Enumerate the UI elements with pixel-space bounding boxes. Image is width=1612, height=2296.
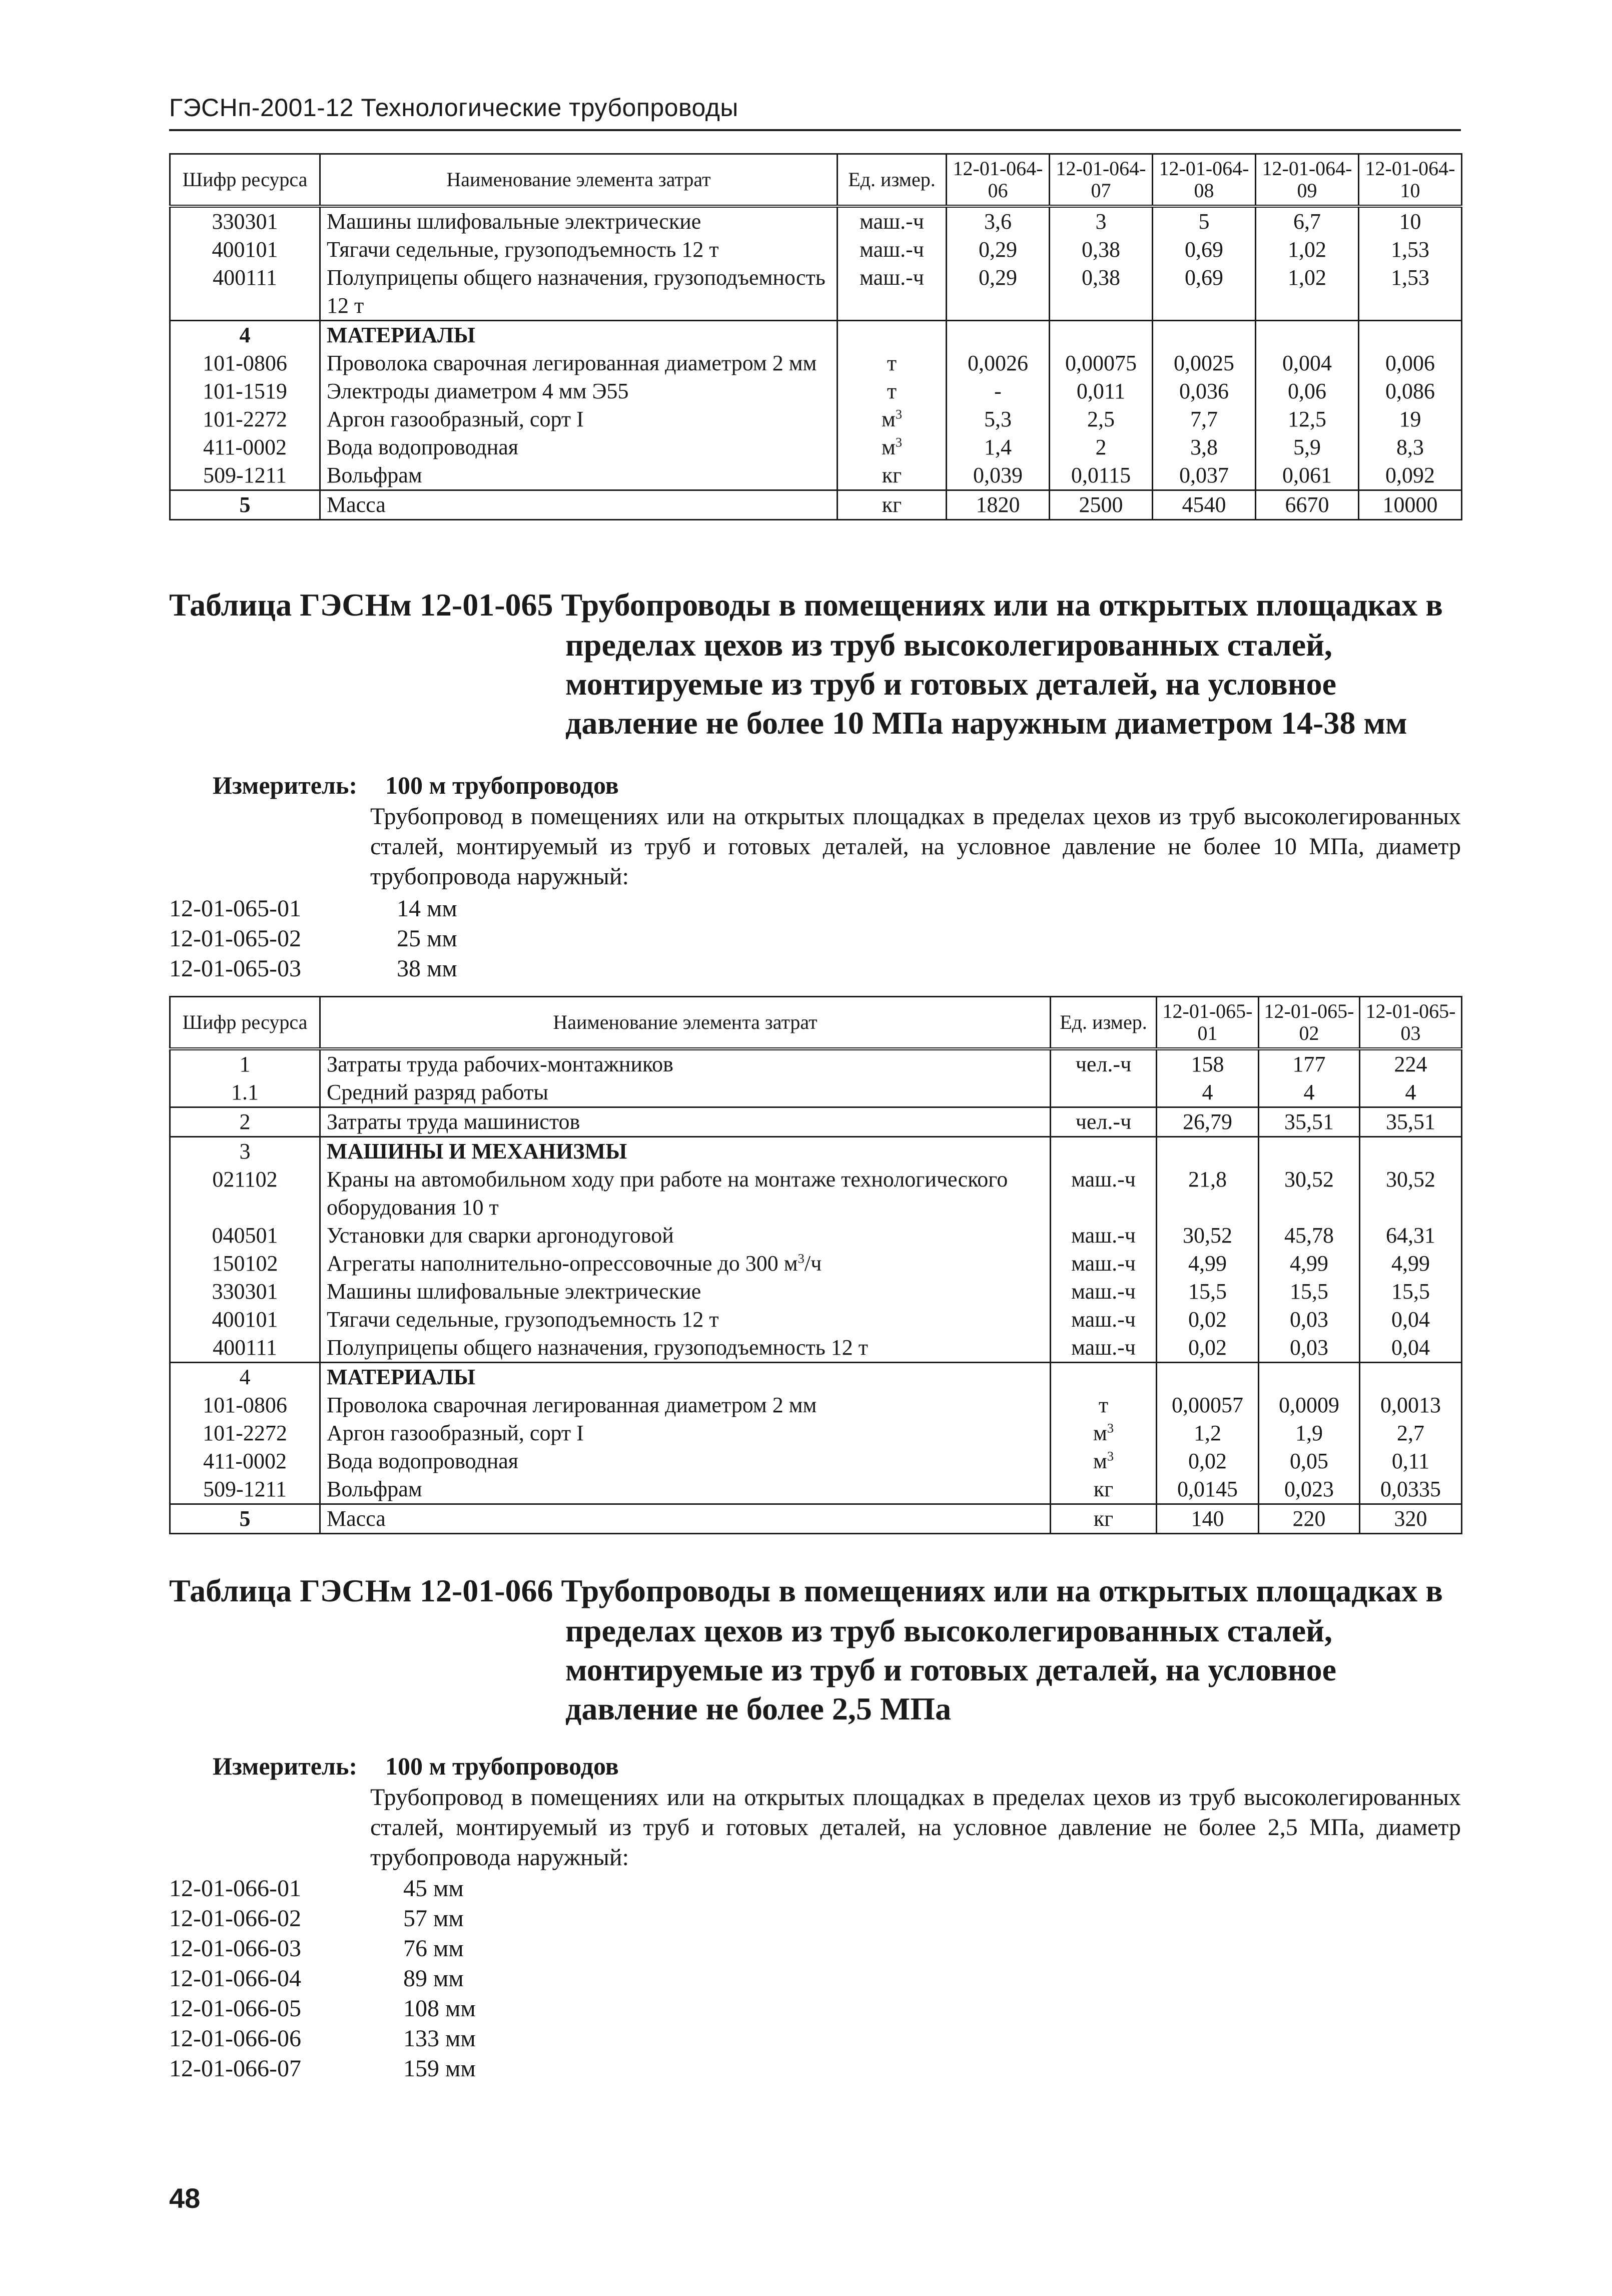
unit [1051, 1137, 1157, 1166]
table-row [170, 1391, 1462, 1419]
norm-value: 15,5 [1360, 1278, 1462, 1306]
norm-value: 0,086 [1359, 377, 1462, 405]
norm-value: 0,0115 [1050, 461, 1153, 490]
list-item [169, 894, 619, 924]
norm-value: 0,02 [1157, 1306, 1259, 1334]
diameter: 38 мм [397, 955, 457, 982]
resource-code: 400111 [170, 1334, 320, 1363]
cost-element-name: Масса [320, 490, 838, 520]
norm-value: 0,036 [1153, 377, 1256, 405]
unit [838, 321, 947, 350]
norm-value: 0,69 [1153, 264, 1256, 321]
cost-element-name: Краны на автомобильном ходу при работе на монтаже технологического оборудования 10 т [320, 1166, 1051, 1222]
norm-value: 0,29 [947, 236, 1050, 264]
diameter: 159 мм [403, 2055, 476, 2082]
section-number: 4 [170, 321, 320, 350]
norm-value: 0,0013 [1360, 1391, 1462, 1419]
resource-code: 400101 [170, 236, 320, 264]
unit: т [838, 377, 947, 405]
norm-value: 21,8 [1157, 1166, 1259, 1222]
list-item [169, 2024, 619, 2054]
table-row [170, 1278, 1462, 1306]
norm-value: 7,7 [1153, 405, 1256, 433]
norm-value: 26,79 [1157, 1107, 1259, 1137]
cost-element-name: Затраты труда машинистов [320, 1107, 1051, 1137]
norm-value: 0,11 [1360, 1447, 1462, 1475]
table-row [170, 1166, 1462, 1222]
cost-element-name: Проволока сварочная легированная диаметром 2 мм [320, 1391, 1051, 1419]
cost-element-name: Затраты труда рабочих-монтажников [320, 1049, 1051, 1078]
norm-value: 0,0009 [1259, 1391, 1360, 1419]
norm-value: 0,0025 [1153, 349, 1256, 377]
norm-value: 0,38 [1050, 264, 1153, 321]
norm-value: 0,00075 [1050, 349, 1153, 377]
header-rule [169, 129, 1461, 131]
resource-code: 101-2272 [170, 405, 320, 433]
norm-value: 0,69 [1153, 236, 1256, 264]
cost-element-name: Электроды диаметром 4 мм Э55 [320, 377, 838, 405]
norm-value: 0,039 [947, 461, 1050, 490]
mass-row [170, 490, 1462, 520]
header-norm-065-01: 12-01-065-01 [1157, 997, 1259, 1049]
table-row [170, 206, 1462, 236]
list-item [169, 954, 619, 984]
norm-value: 12,5 [1256, 405, 1359, 433]
norm-value: 0,02 [1157, 1334, 1259, 1363]
norm-value: - [947, 377, 1050, 405]
table-row [170, 1419, 1462, 1447]
measure-value: 100 м трубопроводов [385, 1752, 619, 1780]
norm-code: 12-01-065-01 [169, 895, 301, 922]
caption-continuation: пределах цехов из труб высоколегированных сталей, монтируемые из труб и готовых деталей, на условное давление не более 10 МПа наружным диаметром 14-38 мм [565, 627, 1407, 741]
norm-value: 220 [1259, 1504, 1360, 1534]
unit [1051, 1363, 1157, 1392]
norm-value: 30,52 [1259, 1166, 1360, 1222]
norm-value [1256, 321, 1359, 350]
unit: кг [1051, 1475, 1157, 1504]
norm-value: 0,0145 [1157, 1475, 1259, 1504]
header-cost-element: Наименование элемента затрат [320, 997, 1051, 1049]
section-number: 5 [170, 1504, 320, 1534]
caption-continuation: пределах цехов из труб высоколегированных сталей, монтируемые из труб и готовых деталей, на условное давление не более 2,5 МПа [565, 1613, 1337, 1727]
norm-value: 6,7 [1256, 206, 1359, 236]
norm-value [1259, 1363, 1360, 1392]
unit: кг [838, 490, 947, 520]
norm-value: 0,05 [1259, 1447, 1360, 1475]
unit: маш.-ч [1051, 1166, 1157, 1222]
norm-value: 15,5 [1259, 1278, 1360, 1306]
norm-value: 0,06 [1256, 377, 1359, 405]
table-row [170, 461, 1462, 490]
list-item [169, 1964, 619, 1994]
norm-value [1157, 1363, 1259, 1392]
norm-value: 0,0335 [1360, 1475, 1462, 1504]
measure-label: Измеритель: [213, 771, 358, 799]
unit-text: м [1093, 1449, 1107, 1473]
list-item [169, 2054, 619, 2084]
measure-value: 100 м трубопроводов [385, 771, 619, 799]
norm-value: 0,04 [1360, 1306, 1462, 1334]
cost-element-name: Полуприцепы общего назначения, грузоподъемность 12 т [320, 1334, 1051, 1363]
unit: $м^3$ [838, 405, 947, 433]
table-row [170, 1107, 1462, 1137]
cost-element-name: Вода водопроводная [320, 433, 838, 461]
unit: чел.-ч [1051, 1049, 1157, 1078]
norm-value: 64,31 [1360, 1222, 1462, 1250]
section-title: МАШИНЫ И МЕХАНИЗМЫ [320, 1137, 1051, 1166]
resource-code: 1 [170, 1049, 320, 1078]
cost-element-name: Вольфрам [320, 1475, 1051, 1504]
header-norm-065-03: 12-01-065-03 [1360, 997, 1462, 1049]
list-item [169, 924, 619, 954]
resource-code: 2 [170, 1107, 320, 1137]
section-row-materials [170, 1363, 1462, 1392]
norm-value: 5 [1153, 206, 1256, 236]
unit: кг [838, 461, 947, 490]
norm-value: 0,00057 [1157, 1391, 1259, 1419]
norm-value: 1,2 [1157, 1419, 1259, 1447]
norm-value: 1,9 [1259, 1419, 1360, 1447]
resource-code: 101-0806 [170, 349, 320, 377]
work-description: Трубопровод в помещениях или на открытых площадках в пределах цехов из труб высоколегированных сталей, монтируемый из труб и готовых деталей, на условное давление не более 10 МПа, диаметр трубопровода наружный: [370, 803, 1461, 890]
norm-value: 15,5 [1157, 1278, 1259, 1306]
table-row [170, 1475, 1462, 1504]
cost-element-name: Установки для сварки аргонодуговой [320, 1222, 1051, 1250]
cost-element-name: Вода водопроводная [320, 1447, 1051, 1475]
unit: $м^3$ [1051, 1447, 1157, 1475]
diameter: 133 мм [403, 2025, 476, 2052]
cost-element-suffix: /ч [804, 1251, 822, 1276]
cost-element-name: Средний разряд работы [320, 1078, 1051, 1107]
section-row-machines [170, 1137, 1462, 1166]
norm-value: 1,53 [1359, 264, 1462, 321]
cost-element-name: Полуприцепы общего назначения, грузоподъемность 12 т [320, 264, 838, 321]
norm-code: 12-01-066-04 [169, 1965, 301, 1992]
norm-value: 4 [1259, 1078, 1360, 1107]
resource-code: 040501 [170, 1222, 320, 1250]
norm-value: 3,8 [1153, 433, 1256, 461]
norm-value: 0,006 [1359, 349, 1462, 377]
norm-value: 224 [1360, 1049, 1462, 1078]
norm-value: 4 [1360, 1078, 1462, 1107]
norm-value: 140 [1157, 1504, 1259, 1534]
norm-code: 12-01-066-07 [169, 2055, 301, 2082]
diameter: 45 мм [403, 1875, 464, 1902]
resource-code: 411-0002 [170, 433, 320, 461]
section-title: МАТЕРИАЛЫ [320, 321, 838, 350]
norm-value: 4,99 [1360, 1250, 1462, 1278]
header-norm-064-06: 12-01-064-06 [947, 154, 1050, 207]
resource-code: 400101 [170, 1306, 320, 1334]
norm-value: 1820 [947, 490, 1050, 520]
variant-list-065 [169, 894, 619, 984]
caption-first-line: Таблица ГЭСНм 12-01-065 Трубопроводы в помещениях или на открытых площадках в [169, 587, 1443, 623]
resource-table-064 [169, 153, 1462, 520]
norm-value: 10 [1359, 206, 1462, 236]
section-number: 5 [170, 490, 320, 520]
table-row [170, 236, 1462, 264]
norm-value: 30,52 [1157, 1222, 1259, 1250]
resource-code: 509-1211 [170, 1475, 320, 1504]
norm-value: 0,004 [1256, 349, 1359, 377]
header-norm-064-09: 12-01-064-09 [1256, 154, 1359, 207]
resource-table-065 [169, 996, 1462, 1534]
unit-text: м [881, 407, 896, 431]
resource-code: 150102 [170, 1250, 320, 1278]
header-unit: Ед. измер. [1051, 997, 1157, 1049]
norm-value: 2,7 [1360, 1419, 1462, 1447]
diameter: 76 мм [403, 1935, 464, 1962]
unit [1051, 1078, 1157, 1107]
unit: т [838, 349, 947, 377]
header-norm-065-02: 12-01-065-02 [1259, 997, 1360, 1049]
norm-value: 6670 [1256, 490, 1359, 520]
header-norm-064-07: 12-01-064-07 [1050, 154, 1153, 207]
norm-value: 0,04 [1360, 1334, 1462, 1363]
norm-code: 12-01-065-02 [169, 925, 301, 952]
norm-value: 19 [1359, 405, 1462, 433]
norm-value: 320 [1360, 1504, 1462, 1534]
unit: маш.-ч [1051, 1250, 1157, 1278]
resource-code: 1.1 [170, 1078, 320, 1107]
table-row [170, 1447, 1462, 1475]
mass-row [170, 1504, 1462, 1534]
measure-label: Измеритель: [213, 1752, 358, 1780]
caption-first-line: Таблица ГЭСНм 12-01-066 Трубопроводы в помещениях или на открытых площадках в [169, 1573, 1443, 1608]
norm-value [1050, 321, 1153, 350]
norm-value: 177 [1259, 1049, 1360, 1078]
cost-element-name: Аргон газообразный, сорт I [320, 1419, 1051, 1447]
page-number: 48 [169, 2182, 201, 2214]
norm-value: 0,0026 [947, 349, 1050, 377]
norm-value: 0,38 [1050, 236, 1153, 264]
diameter: 57 мм [403, 1905, 464, 1932]
variant-list-066 [169, 1874, 619, 2084]
unit: маш.-ч [838, 206, 947, 236]
norm-value: 5,3 [947, 405, 1050, 433]
table-row [170, 1250, 1462, 1278]
norm-value: 0,29 [947, 264, 1050, 321]
table-header-row [170, 997, 1462, 1049]
running-head: ГЭСНп-2001-12 Технологические трубопроводы [169, 94, 738, 122]
cost-element-text: Агрегаты наполнительно-опрессовочные до 300 м [327, 1251, 798, 1276]
table-row [170, 433, 1462, 461]
cost-element-name: Масса [320, 1504, 1051, 1534]
header-cost-element: Наименование элемента затрат [320, 154, 838, 207]
resource-code: 101-0806 [170, 1391, 320, 1419]
norm-value: 0,011 [1050, 377, 1153, 405]
table-row [170, 1306, 1462, 1334]
norm-value [1360, 1137, 1462, 1166]
norm-value: 0,02 [1157, 1447, 1259, 1475]
unit: чел.-ч [1051, 1107, 1157, 1137]
unit-text: м [1093, 1421, 1107, 1445]
unit: маш.-ч [1051, 1306, 1157, 1334]
norm-value: 0,03 [1259, 1334, 1360, 1363]
norm-value: 5,9 [1256, 433, 1359, 461]
norm-value: 2 [1050, 433, 1153, 461]
norm-value: 1,02 [1256, 264, 1359, 321]
table-row [170, 1078, 1462, 1107]
norm-value: 8,3 [1359, 433, 1462, 461]
norm-code: 12-01-066-03 [169, 1935, 301, 1962]
norm-value: 10000 [1359, 490, 1462, 520]
unit: маш.-ч [1051, 1334, 1157, 1363]
cost-element-name: Проволока сварочная легированная диаметром 2 мм [320, 349, 838, 377]
norm-value [1259, 1137, 1360, 1166]
section-title: МАТЕРИАЛЫ [320, 1363, 1051, 1392]
section-row-materials [170, 321, 1462, 350]
norm-value: 4,99 [1259, 1250, 1360, 1278]
list-item [169, 1904, 619, 1934]
norm-code: 12-01-066-01 [169, 1875, 301, 1902]
diameter: 14 мм [397, 895, 457, 922]
norm-value: 4,99 [1157, 1250, 1259, 1278]
norm-value: 3 [1050, 206, 1153, 236]
resource-code: 021102 [170, 1166, 320, 1222]
table-row [170, 349, 1462, 377]
resource-code: 509-1211 [170, 461, 320, 490]
header-resource-code: Шифр ресурса [170, 154, 320, 207]
table-row [170, 1049, 1462, 1078]
norm-value: 4 [1157, 1078, 1259, 1107]
unit: кг [1051, 1504, 1157, 1534]
header-unit: Ед. измер. [838, 154, 947, 207]
list-item [169, 1934, 619, 1964]
unit: маш.-ч [838, 264, 947, 321]
norm-value: 0,023 [1259, 1475, 1360, 1504]
resource-code: 330301 [170, 206, 320, 236]
cost-element-name: Тягачи седельные, грузоподъемность 12 т [320, 1306, 1051, 1334]
unit-text: м [881, 435, 896, 459]
cost-element-name: Вольфрам [320, 461, 838, 490]
norm-value: 0,03 [1259, 1306, 1360, 1334]
norm-value: 158 [1157, 1049, 1259, 1078]
section-number: 4 [170, 1363, 320, 1392]
norm-value: 35,51 [1360, 1107, 1462, 1137]
table-row [170, 1222, 1462, 1250]
cost-element-name: Машины шлифовальные электрические [320, 1278, 1051, 1306]
resource-code: 101-2272 [170, 1419, 320, 1447]
table-row [170, 377, 1462, 405]
diameter: 108 мм [403, 1995, 476, 2022]
table-row [170, 264, 1462, 321]
norm-value [1157, 1137, 1259, 1166]
norm-value [947, 321, 1050, 350]
norm-value: 0,037 [1153, 461, 1256, 490]
norm-value: 30,52 [1360, 1166, 1462, 1222]
unit: т [1051, 1391, 1157, 1419]
list-item [169, 1994, 619, 2024]
cost-element-name: Агрегаты наполнительно-опрессовочные до 300 $м^3/ч$ [320, 1250, 1051, 1278]
header-resource-code: Шифр ресурса [170, 997, 320, 1049]
table-row [170, 405, 1462, 433]
cost-element-name: Аргон газообразный, сорт I [320, 405, 838, 433]
header-norm-064-10: 12-01-064-10 [1359, 154, 1462, 207]
resource-code: 101-1519 [170, 377, 320, 405]
unit: маш.-ч [1051, 1222, 1157, 1250]
norm-code: 12-01-066-05 [169, 1995, 301, 2022]
unit: маш.-ч [1051, 1278, 1157, 1306]
work-description: Трубопровод в помещениях или на открытых площадках в пределах цехов из труб высоколегированных сталей, монтируемый из труб и готовых деталей, на условное давление не более 2,5 МПа, диаметр трубопровода наружный: [370, 1784, 1461, 1871]
norm-value: 1,53 [1359, 236, 1462, 264]
diameter: 25 мм [397, 925, 457, 952]
unit: $м^3$ [838, 433, 947, 461]
resource-code: 400111 [170, 264, 320, 321]
table-header-row [170, 154, 1462, 207]
norm-value: 0,092 [1359, 461, 1462, 490]
norm-value: 1,02 [1256, 236, 1359, 264]
norm-value: 1,4 [947, 433, 1050, 461]
list-item [169, 1874, 619, 1904]
diameter: 89 мм [403, 1965, 464, 1992]
norm-value [1153, 321, 1256, 350]
norm-code: 12-01-066-02 [169, 1905, 301, 1932]
cost-element-name: Тягачи седельные, грузоподъемность 12 т [320, 236, 838, 264]
norm-value [1360, 1363, 1462, 1392]
norm-code: 12-01-065-03 [169, 955, 301, 982]
norm-value: 45,78 [1259, 1222, 1360, 1250]
unit: $м^3$ [1051, 1419, 1157, 1447]
norm-value: 4540 [1153, 490, 1256, 520]
norm-value: 2,5 [1050, 405, 1153, 433]
resource-code: 411-0002 [170, 1447, 320, 1475]
norm-code: 12-01-066-06 [169, 2025, 301, 2052]
norm-value: 3,6 [947, 206, 1050, 236]
cost-element-name: Машины шлифовальные электрические [320, 206, 838, 236]
norm-value [1359, 321, 1462, 350]
unit: маш.-ч [838, 236, 947, 264]
norm-value: 0,061 [1256, 461, 1359, 490]
resource-code: 330301 [170, 1278, 320, 1306]
section-number: 3 [170, 1137, 320, 1166]
norm-value: 2500 [1050, 490, 1153, 520]
header-norm-064-08: 12-01-064-08 [1153, 154, 1256, 207]
table-row [170, 1334, 1462, 1363]
norm-value: 35,51 [1259, 1107, 1360, 1137]
